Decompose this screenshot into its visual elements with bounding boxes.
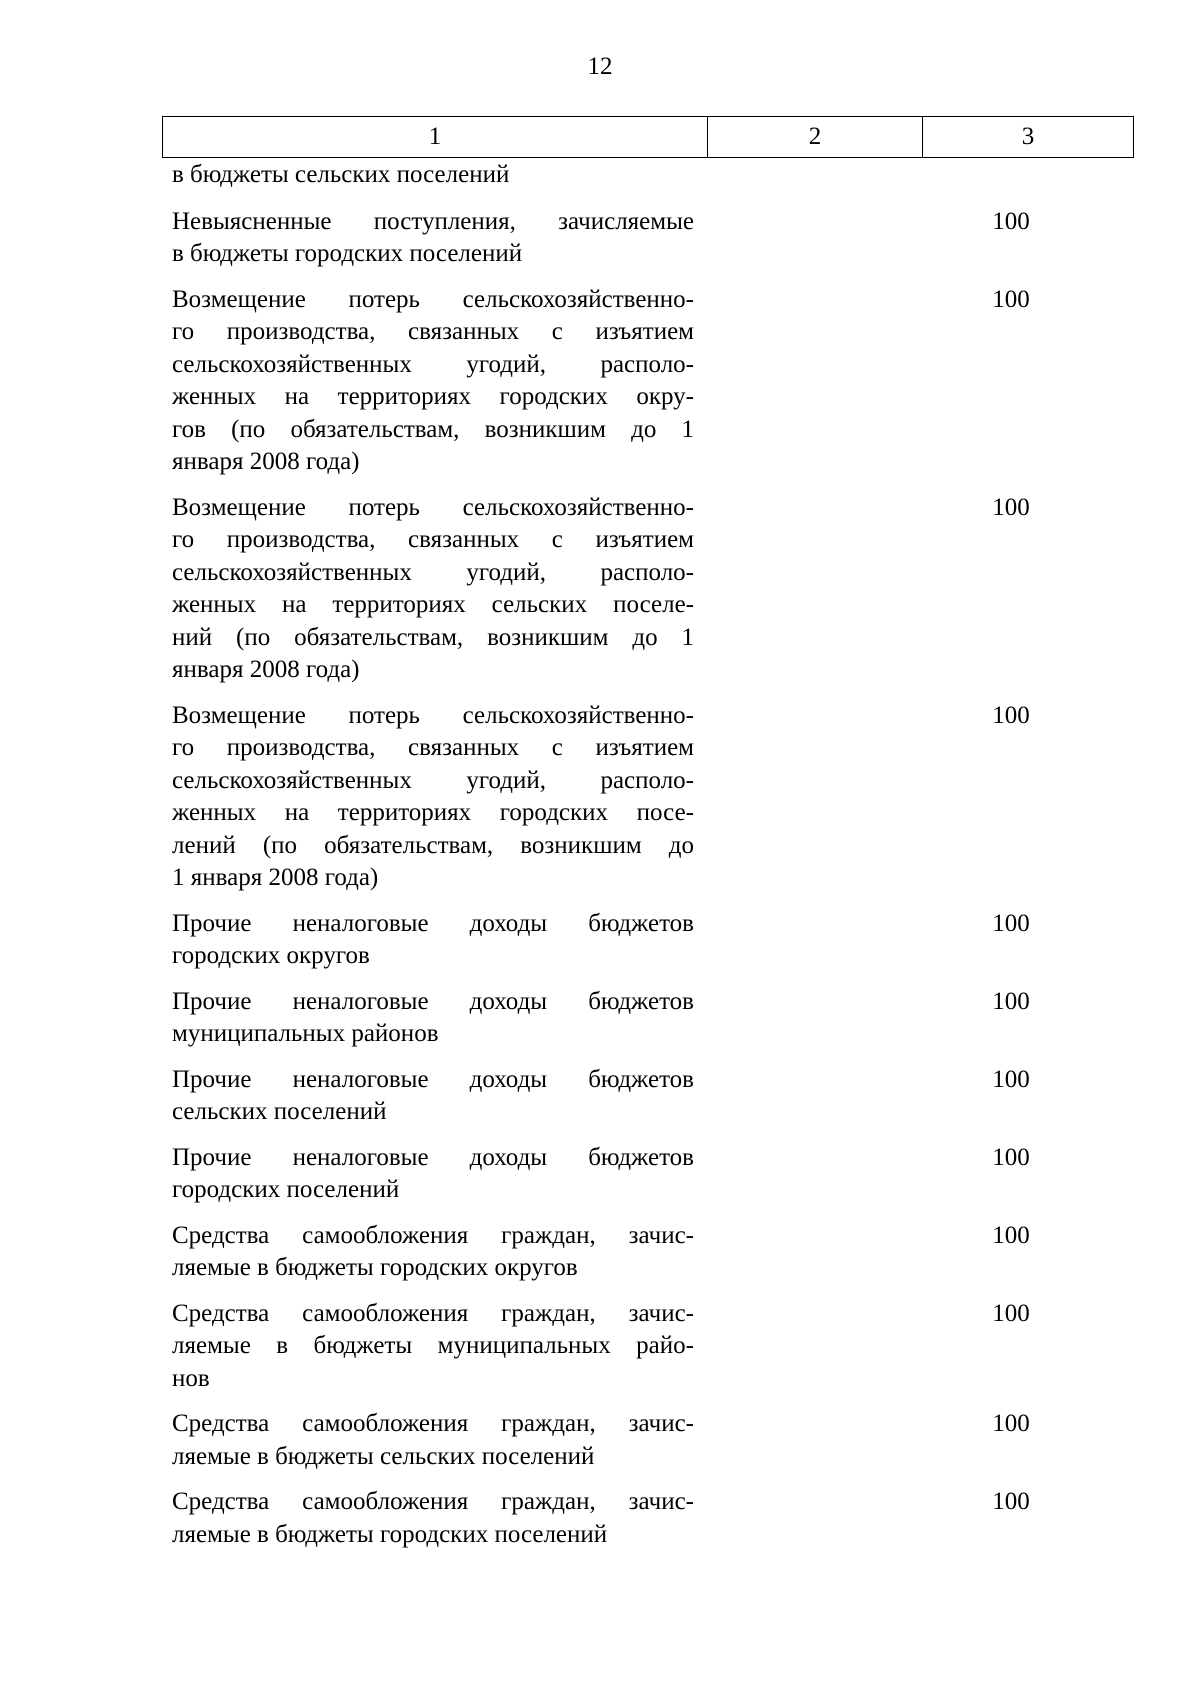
row-line: ний (по обязательствам, возникшим до 1: [172, 623, 694, 651]
row-description: [172, 1408, 694, 1473]
row-col-2: [694, 159, 910, 192]
row-line: ляемые в бюджеты муниципальных райо-: [172, 1332, 694, 1359]
row-value: 100: [992, 1410, 1030, 1437]
row-col-2: [694, 700, 910, 895]
row-line: го производства, связанных с изъятием: [172, 318, 694, 345]
row-description: [172, 1064, 694, 1129]
row-line: сельскохозяйственных угодий, располо-: [172, 558, 694, 586]
row-line: женных на территориях сельских поселе-: [172, 591, 694, 618]
row-line: Прочие неналоговые доходы бюджетов: [172, 987, 694, 1015]
row-line: го производства, связанных с изъятием: [172, 734, 694, 761]
row-col-2: [694, 908, 910, 973]
row-line: нов: [172, 1364, 210, 1392]
table-row: [172, 1064, 1122, 1129]
row-description: [172, 700, 694, 895]
row-value: 100: [992, 285, 1030, 313]
row-line: сельскохозяйственных угодий, располо-: [172, 766, 694, 794]
table-row: [172, 206, 1122, 271]
row-value: 100: [992, 1488, 1030, 1515]
row-line: Средства самообложения граждан, зачис-: [172, 1488, 694, 1515]
row-col-2: [694, 1142, 910, 1207]
row-line: го производства, связанных с изъятием: [172, 526, 694, 553]
table-row: [172, 1142, 1122, 1207]
row-col-2: [694, 206, 910, 271]
row-col-2: [694, 1064, 910, 1129]
continuation-text: [172, 159, 694, 192]
table-header: [162, 116, 1134, 158]
table-header-col-1: 1: [163, 117, 708, 158]
table-row: [172, 1220, 1122, 1285]
row-line: ляемые в бюджеты городских округов: [172, 1254, 578, 1281]
row-col-2: [694, 986, 910, 1051]
row-col-2: [694, 492, 910, 687]
table-header-col-2: 2: [708, 117, 923, 158]
table-header-col-3: 3: [923, 117, 1134, 158]
row-line: в бюджеты городских поселений: [172, 240, 523, 267]
row-description: [172, 206, 694, 271]
table-row: [172, 492, 1122, 687]
row-line: муниципальных районов: [172, 1020, 439, 1047]
row-line: января 2008 года): [172, 448, 360, 475]
row-value: [910, 159, 1112, 192]
row-col-2: [694, 1486, 910, 1551]
table-row: [172, 1486, 1122, 1551]
table-row: [172, 1298, 1122, 1396]
row-line: Средства самообложения граждан, зачис-: [172, 1299, 694, 1327]
row-line: Возмещение потерь сельскохозяйственно-: [172, 285, 694, 313]
row-value: 100: [992, 1299, 1030, 1327]
row-line: женных на территориях городских посе-: [172, 799, 694, 826]
row-description: [172, 284, 694, 479]
row-line: Средства самообложения граждан, зачис-: [172, 1221, 694, 1249]
row-line: городских поселений: [172, 1176, 400, 1203]
table-body: [172, 159, 1122, 1564]
row-col-2: [694, 1408, 910, 1473]
row-line: Невыясненные поступления, зачисляемые: [172, 207, 694, 235]
row-line: ляемые в бюджеты городских поселений: [172, 1520, 608, 1548]
row-line: Прочие неналоговые доходы бюджетов: [172, 1065, 694, 1093]
row-value: 100: [992, 207, 1030, 235]
row-value: 100: [992, 987, 1030, 1015]
row-col-2: [694, 1220, 910, 1285]
row-line: Прочие неналоговые доходы бюджетов: [172, 909, 694, 937]
row-line: января 2008 года): [172, 656, 360, 683]
page-number: 12: [587, 53, 613, 80]
row-value: 100: [992, 1065, 1030, 1093]
row-description: [172, 492, 694, 687]
table-row: [172, 986, 1122, 1051]
row-line: Средства самообложения граждан, зачис-: [172, 1410, 694, 1437]
row-value: 100: [992, 701, 1030, 729]
row-description: [172, 1220, 694, 1285]
row-line: в бюджеты сельских поселений: [172, 161, 510, 188]
row-line: Возмещение потерь сельскохозяйственно-: [172, 701, 694, 729]
row-line: 1 января 2008 года): [172, 864, 379, 891]
table-row: [172, 700, 1122, 895]
row-col-2: [694, 284, 910, 479]
row-value: 100: [992, 1221, 1030, 1249]
row-line: лений (по обязательствам, возникшим до: [172, 831, 694, 859]
row-description: [172, 1298, 694, 1396]
continuation-row: [172, 159, 1122, 192]
row-description: [172, 908, 694, 973]
row-description: [172, 986, 694, 1051]
row-line: Прочие неналоговые доходы бюджетов: [172, 1143, 694, 1171]
table-row: [172, 1408, 1122, 1473]
table-row: [172, 908, 1122, 973]
row-description: [172, 1142, 694, 1207]
row-value: 100: [992, 493, 1030, 521]
row-line: сельских поселений: [172, 1098, 387, 1125]
row-line: городских округов: [172, 942, 370, 969]
row-line: сельскохозяйственных угодий, располо-: [172, 350, 694, 378]
row-line: женных на территориях городских окру-: [172, 383, 694, 410]
row-value: 100: [992, 1143, 1030, 1171]
row-value: 100: [992, 909, 1030, 937]
row-line: ляемые в бюджеты сельских поселений: [172, 1442, 595, 1470]
row-description: [172, 1486, 694, 1551]
row-col-2: [694, 1298, 910, 1396]
row-line: гов (по обязательствам, возникшим до 1: [172, 415, 694, 443]
table-row: [172, 284, 1122, 479]
row-line: Возмещение потерь сельскохозяйственно-: [172, 493, 694, 521]
